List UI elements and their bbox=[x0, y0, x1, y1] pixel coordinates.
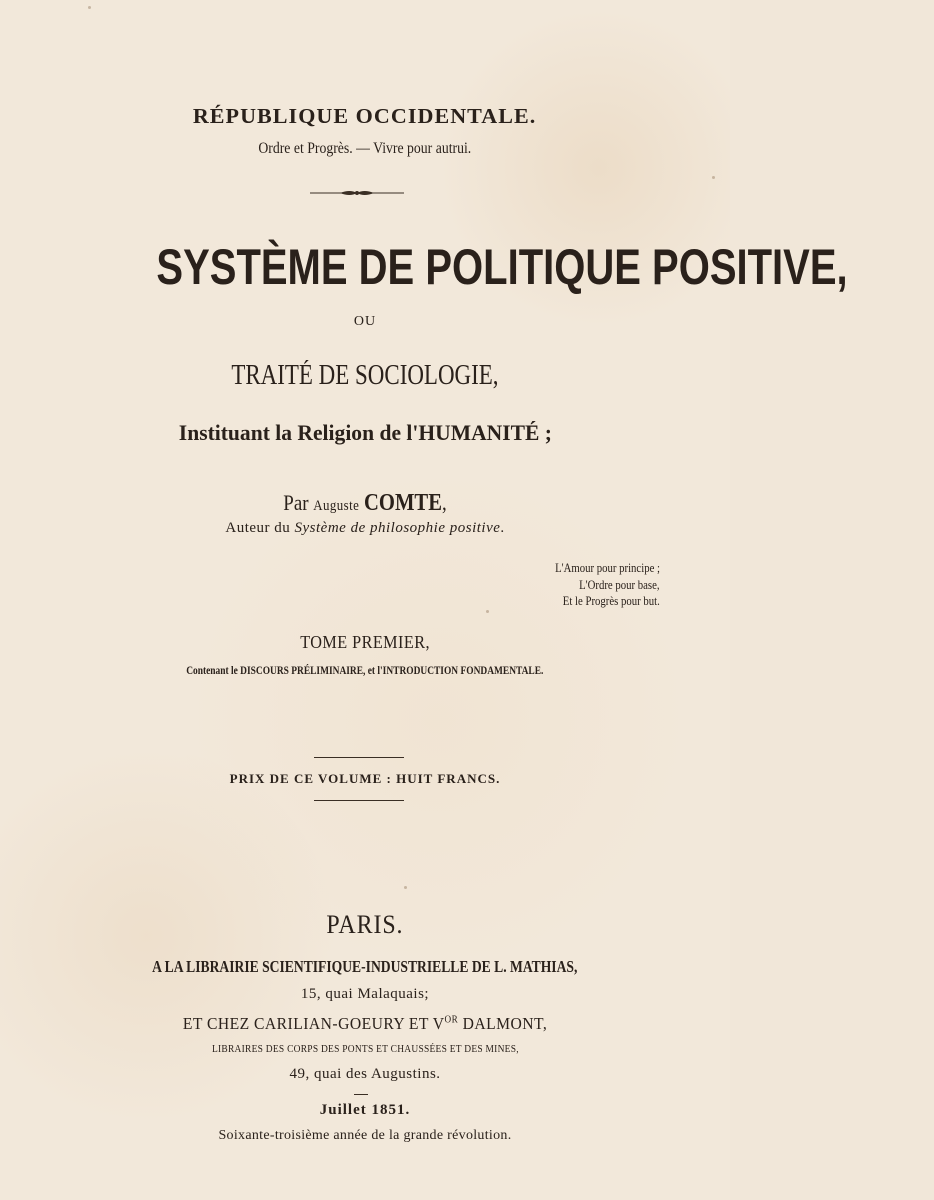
publication-date: Juillet 1851. bbox=[319, 1102, 411, 1118]
chez-end: DALMONT, bbox=[458, 1014, 548, 1033]
auteur-work: Système de philosophie positive bbox=[294, 520, 501, 536]
publisher-librairie: A LA LIBRAIRIE SCIENTIFIQUE-INDUSTRIELLE DE L. MATHIAS, bbox=[152, 957, 578, 976]
volume-contents: Contenant le DISCOURS PRÉLIMINAIRE, et l'INTRODUCTION FONDAMENTALE. bbox=[186, 665, 544, 677]
author-par: Par bbox=[283, 490, 309, 515]
rule-top bbox=[314, 757, 404, 758]
epigraph-line: Et le Progrès pour but. bbox=[562, 594, 660, 608]
paper-speck bbox=[712, 176, 715, 179]
author-first-name: Auguste bbox=[313, 498, 360, 514]
author-line bbox=[0, 490, 730, 517]
chez-superscript: OR bbox=[444, 1014, 459, 1026]
auteur-prefix: Auteur du bbox=[225, 520, 291, 536]
motto-line: Ordre et Progrès. — Vivre pour autrui. bbox=[258, 140, 472, 157]
title-ou: OU bbox=[353, 314, 377, 329]
paper-speck bbox=[404, 886, 407, 889]
rule-bottom bbox=[314, 800, 404, 801]
small-dash bbox=[354, 1094, 368, 1095]
publisher-address-1: 15, quai Malaquais; bbox=[300, 986, 430, 1002]
book-subtitle: TRAITÉ DE SOCIOLOGIE, bbox=[231, 360, 499, 391]
ornament-divider-icon bbox=[310, 189, 404, 197]
author-suffix: , bbox=[441, 490, 447, 515]
epigraph bbox=[470, 560, 660, 610]
publisher-chez bbox=[0, 1014, 730, 1034]
publisher-libraires: LIBRAIRES DES CORPS DES PONTS ET CHAUSSÉES ET DES MINES, bbox=[211, 1043, 519, 1055]
subtitle-instituant: Instituant la Religion de l'HUMANITÉ ; bbox=[178, 420, 552, 445]
publisher-city: PARIS. bbox=[326, 910, 404, 939]
author-credential bbox=[0, 520, 730, 537]
price-line: PRIX DE CE VOLUME : HUIT FRANCS. bbox=[229, 771, 501, 786]
epigraph-line: L'Ordre pour base, bbox=[579, 577, 660, 592]
author-last-name: COMTE bbox=[363, 490, 442, 516]
book-title: SYSTÈME DE POLITIQUE POSITIVE, bbox=[156, 239, 848, 295]
chez-text: ET CHEZ CARILIAN-GOEURY ET V bbox=[182, 1014, 445, 1033]
auteur-suffix: . bbox=[500, 520, 505, 536]
publisher-address-2: 49, quai des Augustins. bbox=[289, 1066, 441, 1082]
paper-speck bbox=[486, 610, 489, 613]
paper-speck bbox=[88, 6, 91, 9]
epigraph-line: L'Amour pour principe ; bbox=[555, 561, 660, 575]
tome-label: TOME PREMIER, bbox=[300, 632, 430, 652]
republic-heading: RÉPUBLIQUE OCCIDENTALE. bbox=[193, 104, 537, 128]
revolution-era: Soixante-troisième année de la grande révolution. bbox=[218, 1128, 512, 1143]
